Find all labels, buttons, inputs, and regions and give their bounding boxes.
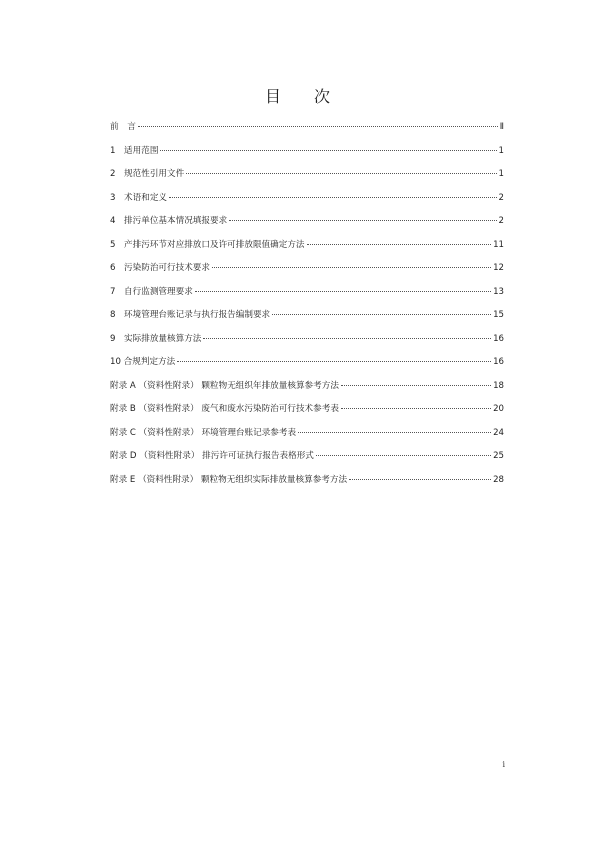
toc-entry-9[interactable]: [110, 330, 504, 354]
toc-entry-page: 13: [493, 286, 504, 297]
toc-entry-page: 20: [493, 404, 504, 414]
toc-entry-foreword[interactable]: [110, 118, 504, 142]
toc-entry-page: 11: [493, 239, 504, 250]
toc-entry-appendix-d[interactable]: [110, 447, 504, 471]
toc-entry-page: 16: [493, 333, 504, 344]
toc-entry-1[interactable]: [110, 142, 504, 166]
toc-entry-label: 8 环境管理台账记录与执行报告编制要求: [110, 310, 271, 320]
toc-entry-label: 1 适用范围: [110, 145, 159, 156]
toc-entry-label: 4 排污单位基本情况填报要求: [110, 216, 228, 226]
toc-entry-label: 6 污染防治可行技术要求: [110, 263, 210, 273]
toc-entry-6[interactable]: [110, 259, 504, 283]
toc-entry-page: 12: [493, 263, 504, 273]
toc-entry-3[interactable]: [110, 189, 504, 213]
toc-entry-appendix-b[interactable]: [110, 400, 504, 424]
page-title: 目 次: [264, 87, 345, 106]
toc-entry-page: 24: [493, 427, 504, 438]
dot-leader: [212, 267, 491, 268]
toc-entry-4[interactable]: [110, 212, 504, 236]
toc-entry-page: 16: [493, 357, 504, 367]
toc-entry-label: 9 实际排放量核算方法: [110, 333, 202, 344]
dot-leader: [195, 291, 491, 292]
toc-entry-page: 25: [493, 451, 504, 461]
dot-leader: [186, 173, 496, 174]
dot-leader: [169, 197, 497, 198]
page-number: i: [502, 760, 505, 769]
toc-entry-7[interactable]: [110, 283, 504, 307]
toc-entry-appendix-a[interactable]: [110, 377, 504, 401]
toc-entry-appendix-e[interactable]: [110, 471, 504, 495]
toc-entry-label: 10 合规判定方法: [110, 357, 176, 367]
toc-entry-5[interactable]: [110, 236, 504, 260]
toc-entry-page: 1: [498, 145, 504, 156]
toc-entry-label: 前 言: [110, 122, 136, 132]
dot-leader: [177, 361, 491, 362]
dot-leader: [341, 385, 491, 386]
toc-entry-page: 2: [498, 216, 504, 226]
toc-entry-label: 5 产排污环节对应排放口及许可排放限值确定方法: [110, 239, 305, 250]
dot-leader: [316, 455, 491, 456]
toc-entry-page: 1: [498, 169, 504, 179]
toc-entry-label: 2 规范性引用文件: [110, 169, 185, 179]
toc-entry-10[interactable]: [110, 353, 504, 377]
toc-entry-label: 3 术语和定义: [110, 192, 168, 203]
dot-leader: [307, 244, 492, 245]
dot-leader: [298, 432, 491, 433]
dot-leader: [349, 479, 491, 480]
toc-entry-page: 15: [493, 310, 504, 320]
dot-leader: [341, 408, 491, 409]
toc-entry-page: Ⅱ: [499, 122, 504, 132]
toc-entry-label: 附录 E （资料性附录） 颗粒物无组织实际排放量核算参考方法: [110, 474, 348, 485]
dot-leader: [272, 314, 491, 315]
toc-entry-label: 附录 D （资料性附录） 排污许可证执行报告表格形式: [110, 451, 314, 461]
toc-entry-label: 7 自行监测管理要求: [110, 286, 193, 297]
toc-entry-page: 2: [498, 192, 504, 203]
toc-entry-appendix-c[interactable]: [110, 424, 504, 448]
dot-leader: [203, 338, 491, 339]
dot-leader: [229, 220, 496, 221]
toc-entry-8[interactable]: [110, 306, 504, 330]
toc-entry-page: 18: [493, 380, 504, 391]
toc-entry-page: 28: [493, 474, 504, 485]
dot-leader: [160, 150, 496, 151]
dot-leader: [138, 126, 498, 127]
toc-entry-label: 附录 C （资料性附录） 环境管理台账记录参考表: [110, 427, 297, 438]
table-of-contents: [110, 118, 504, 494]
toc-entry-label: 附录 A （资料性附录） 颗粒物无组织年排放量核算参考方法: [110, 380, 339, 391]
toc-entry-2[interactable]: [110, 165, 504, 189]
toc-entry-label: 附录 B （资料性附录） 废气和废水污染防治可行技术参考表: [110, 404, 339, 414]
